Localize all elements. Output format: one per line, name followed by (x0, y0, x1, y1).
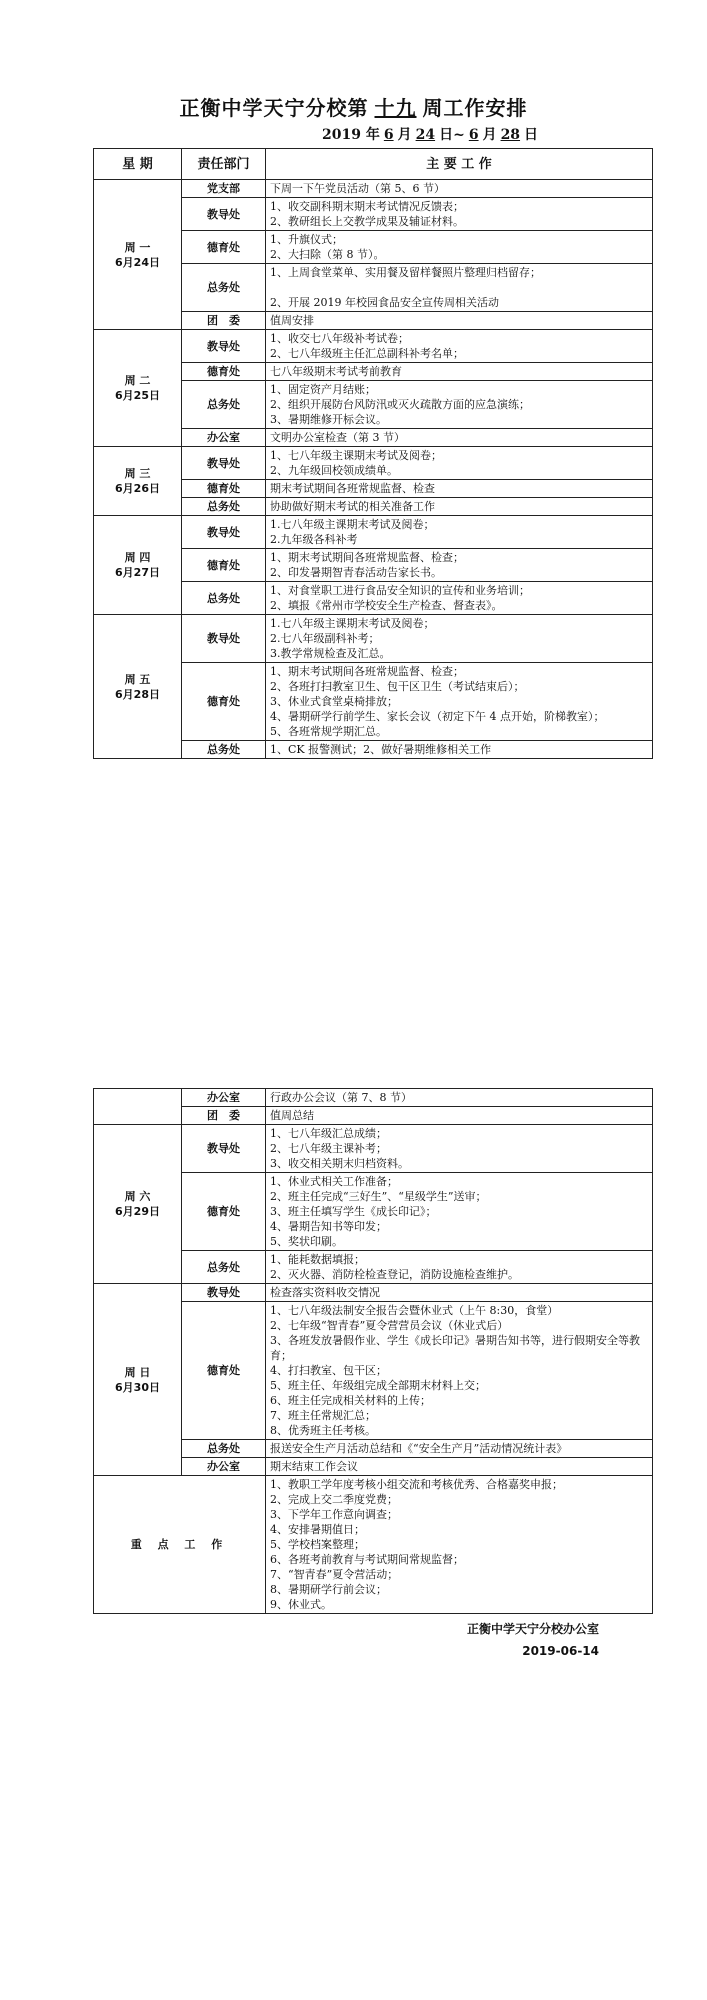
page-title (0, 92, 707, 121)
title-week-number: 十九 (374, 96, 417, 120)
dept-cell: 总务处 (182, 582, 266, 615)
dept-cell: 教导处 (182, 1125, 266, 1173)
dept-cell: 德育处 (182, 1173, 266, 1251)
dept-cell: 办公室 (182, 1458, 266, 1476)
dept-cell: 教导处 (182, 330, 266, 363)
work-cell: 报送安全生产月活动总结和《“安全生产月”活动情况统计表》 (266, 1440, 653, 1458)
day-cell-blank (94, 1089, 182, 1125)
work-cell: 文明办公室检查（第 3 节） (266, 429, 653, 447)
work-cell: 1、休业式相关工作准备； 2、班主任完成“三好生”、“星级学生”送审； 3、班主任填写学生《成长印记》； 4、暑期告知书等印发； 5、奖状印刷。 (266, 1173, 653, 1251)
work-cell: 值周安排 (266, 312, 653, 330)
dept-cell: 教导处 (182, 447, 266, 480)
dept-cell: 德育处 (182, 480, 266, 498)
dept-cell: 教导处 (182, 615, 266, 663)
work-cell: 期末结束工作会议 (266, 1458, 653, 1476)
day-cell-sun: 周 日 6月30日 (94, 1284, 182, 1476)
schedule-table-page2 (93, 1088, 653, 1614)
dept-cell: 办公室 (182, 429, 266, 447)
work-cell: 1、七八年级主课期末考试及阅卷； 2、九年级回校领成绩单。 (266, 447, 653, 480)
work-cell: 值周总结 (266, 1107, 653, 1125)
work-cell: 期末考试期间各班常规监督、检查 (266, 480, 653, 498)
day-cell-thu: 周 四 6月27日 (94, 516, 182, 615)
work-cell: 1、期末考试期间各班常规监督、检查； 2、印发暑期智青春活动告家长书。 (266, 549, 653, 582)
header-day: 星 期 (94, 149, 182, 180)
table-row (94, 615, 653, 663)
day-cell-wed: 周 三 6月26日 (94, 447, 182, 516)
table-row (94, 516, 653, 549)
dept-cell: 德育处 (182, 363, 266, 381)
work-cell: 行政办公会议（第 7、8 节） (266, 1089, 653, 1107)
day-cell-sat: 周 六 6月29日 (94, 1125, 182, 1284)
dept-cell: 总务处 (182, 498, 266, 516)
dept-cell: 教导处 (182, 198, 266, 231)
date-range: 2019 年 6 月 24 日~ 6 月 28 日 (322, 127, 539, 143)
work-cell: 1.七八年级主课期末考试及阅卷； 2.七八年级副科补考； 3.教学常规检查及汇总。 (266, 615, 653, 663)
dept-cell: 办公室 (182, 1089, 266, 1107)
table-row (94, 447, 653, 480)
table-header-row (94, 149, 653, 180)
table-row (94, 1284, 653, 1302)
work-cell: 检查落实资料收交情况 (266, 1284, 653, 1302)
work-cell: 1、升旗仪式； 2、大扫除（第 8 节）。 (266, 231, 653, 264)
work-cell: 1、固定资产月结账； 2、组织开展防台风防汛或灭火疏散方面的应急演练； 3、暑期维修开标会议。 (266, 381, 653, 429)
day-cell-fri: 周 五 6月28日 (94, 615, 182, 759)
work-cell: 下周一下午党员活动（第 5、6 节） (266, 180, 653, 198)
table-row (94, 180, 653, 198)
work-cell: 协助做好期末考试的相关准备工作 (266, 498, 653, 516)
dept-cell: 总务处 (182, 1251, 266, 1284)
work-cell: 1、七八年级汇总成绩； 2、七八年级主课补考； 3、收交相关期末归档资料。 (266, 1125, 653, 1173)
dept-cell: 教导处 (182, 1284, 266, 1302)
header-work: 主 要 工 作 (266, 149, 653, 180)
footer-organization: 正衡中学天宁分校办公室 (466, 1622, 599, 1636)
dept-cell: 总务处 (182, 1440, 266, 1458)
work-cell: 1、能耗数据填报； 2、灭火器、消防栓检查登记，消防设施检查维护。 (266, 1251, 653, 1284)
dept-cell: 德育处 (182, 549, 266, 582)
dept-cell: 团 委 (182, 1107, 266, 1125)
dept-cell: 德育处 (182, 663, 266, 741)
day-cell-tue: 周 二 6月25日 (94, 330, 182, 447)
work-cell: 1、七八年级法制安全报告会暨休业式（上午 8:30，食堂） 2、七年级“智青春”夏令营营员会议（休业式后） 3、各班发放暑假作业、学生《成长印记》暑期告知书等，进行假期安全等教育； 4、打扫教室、包干区； 5、班主任、年级组完成全部期末材料上交； 6、班主任完成相关材料的上传； 7、班主任常规汇总； 8、优秀班主任考核。 (266, 1302, 653, 1440)
title-suffix: 周工作安排 (422, 96, 528, 120)
work-cell: 1、收交副科期末期末考试情况反馈表； 2、教研组长上交教学成果及辅证材料。 (266, 198, 653, 231)
focus-items: 1、教职工学年度考核小组交流和考核优秀、合格嘉奖申报； 2、完成上交二季度党费； 3、下学年工作意向调查； 4、安排暑期值日； 5、学校档案整理； 6、各班考前教育与考试期间常规监督； 7、“智青春”夏令营活动； 8、暑期研学行前会议； 9、休业式。 (266, 1476, 653, 1614)
work-cell: 1、对食堂职工进行食品安全知识的宣传和业务培训； 2、填报《常州市学校安全生产检查、督查表》。 (266, 582, 653, 615)
focus-label: 重 点 工 作 (94, 1476, 266, 1614)
day-cell-mon: 周 一 6月24日 (94, 180, 182, 330)
dept-cell: 德育处 (182, 231, 266, 264)
table-row (94, 1125, 653, 1173)
schedule-table-page1 (93, 148, 653, 759)
work-cell: 1.七八年级主课期末考试及阅卷； 2.九年级各科补考 (266, 516, 653, 549)
work-cell: 七八年级期末考试考前教育 (266, 363, 653, 381)
table-row (94, 1476, 653, 1614)
footer-date: 2019-06-14 (522, 1644, 599, 1658)
work-cell: 1、CK 报警测试；2、做好暑期维修相关工作 (266, 741, 653, 759)
dept-cell: 团 委 (182, 312, 266, 330)
table-row (94, 330, 653, 363)
dept-cell: 德育处 (182, 1302, 266, 1440)
work-cell: 1、上周食堂菜单、实用餐及留样餐照片整理归档留存； 2、开展 2019 年校园食品安全宣传周相关活动 (266, 264, 653, 312)
dept-cell: 总务处 (182, 741, 266, 759)
work-cell: 1、期末考试期间各班常规监督、检查； 2、各班打扫教室卫生、包干区卫生（考试结束后）； 3、休业式食堂桌椅排放； 4、暑期研学行前学生、家长会议（初定下午 4 点开始，阶梯教室）； 5、各班常规学期汇总。 (266, 663, 653, 741)
dept-cell: 教导处 (182, 516, 266, 549)
table-row (94, 1089, 653, 1107)
dept-cell: 总务处 (182, 264, 266, 312)
dept-cell: 党支部 (182, 180, 266, 198)
work-cell: 1、收交七八年级补考试卷； 2、七八年级班主任汇总副科补考名单； (266, 330, 653, 363)
header-dept: 责任部门 (182, 149, 266, 180)
dept-cell: 总务处 (182, 381, 266, 429)
title-prefix: 正衡中学天宁分校第 (179, 96, 369, 120)
